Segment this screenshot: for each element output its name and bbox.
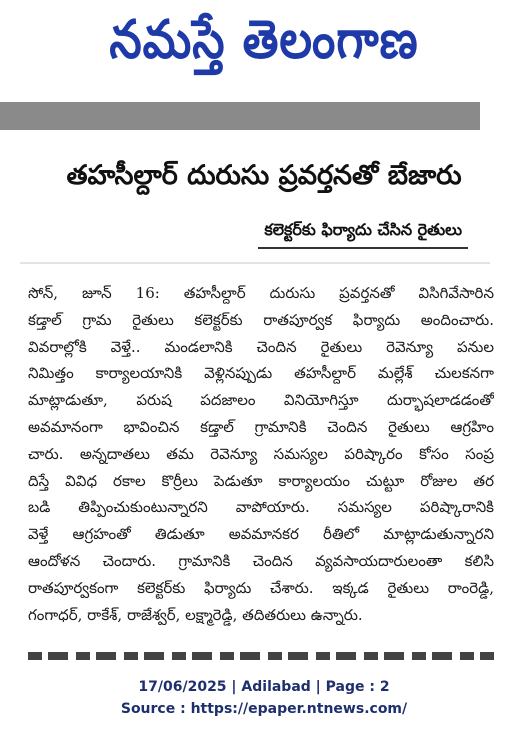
subheadline-row bbox=[0, 220, 528, 249]
article-body bbox=[28, 280, 494, 628]
section-rule bbox=[20, 262, 490, 264]
edition-info: 17/06/2025 | Adilabad | Page : 2 bbox=[138, 679, 390, 695]
body-line: గంగాధర్, రాకేశ్, రాజేశ్వర్, లక్ష్మారెడ్డి, తదితరులు ఉన్నారు. bbox=[28, 605, 363, 624]
source-link[interactable]: Source : https://epaper.ntnews.com/ bbox=[120, 701, 408, 717]
newspaper-title: నమస్తే తెలంగాణ bbox=[109, 8, 419, 71]
body-line: అవమానంగా భావించిన కడ్తాల్ గ్రామానికి చెందిన రైతులు ఆగ్రహిం bbox=[28, 417, 494, 436]
body-line: దిస్తే వివిధ రకాల కొర్రీలు పెడుతూ కార్యాలయం చుట్టూ రోజుల తర bbox=[28, 471, 494, 490]
body-line: కడ్తాల్ గ్రామ రైతులు కలెక్టర్‌కు రాతపూర్వక ఫిర్యాదు అందించారు. bbox=[28, 310, 494, 329]
article-subheadline: కలెక్టర్‌కు ఫిర్యాదు చేసిన రైతులు bbox=[258, 220, 468, 249]
cropped-next-line bbox=[28, 652, 494, 660]
article-headline: తహసీల్దార్ దురుసు ప్రవర్తనతో బేజారు bbox=[66, 160, 462, 191]
body-line: వివరాల్లోకి వెళ్తే.. మండలానికి చెందిన రైతులు రెవెన్యూ పనుల bbox=[28, 337, 494, 356]
body-line: నిమిత్తం కార్యాలయానికి వెళ్లినప్పుడు తహసీల్దార్ మల్లేశ్ చులకనగా bbox=[28, 364, 494, 383]
body-line: మాట్లాడుతూ, పరుష పదజాలం వినియోగిస్తూ దుర్భాషలాడడంతో bbox=[28, 391, 494, 410]
body-line: సోన్, జూన్ 16: తహసీల్దార్ దురుసు ప్రవర్తనతో విసిగివేసారిన bbox=[28, 284, 494, 302]
body-line: ఆందోళన చెందారు. గ్రామానికి చెందిన వ్యవసాయదారులంతా కలిసి bbox=[28, 551, 494, 570]
body-line: చారు. అన్నదాతలు తమ రెవెన్యూ సమస్యల పరిష్కారం కోసం సంప్ర bbox=[28, 444, 494, 463]
masthead bbox=[0, 0, 528, 92]
header-divider-bar bbox=[0, 102, 480, 130]
body-line: బడి తిప్పించుకుంటున్నారని వాపోయారు. సమస్యల పరిష్కారానికి bbox=[28, 498, 494, 517]
body-line: రాతపూర్వకంగా కలెక్టర్‌కు ఫిర్యాదు చేశారు. ఇక్కడ రైతులు రాంరెడ్డి, bbox=[28, 578, 494, 597]
body-line: వెళ్తే ఆగ్రహంతో తిడుతూ అవమానకర రీతిలో మాట్లాడుతున్నారని bbox=[28, 525, 494, 544]
source-footer bbox=[0, 676, 528, 720]
